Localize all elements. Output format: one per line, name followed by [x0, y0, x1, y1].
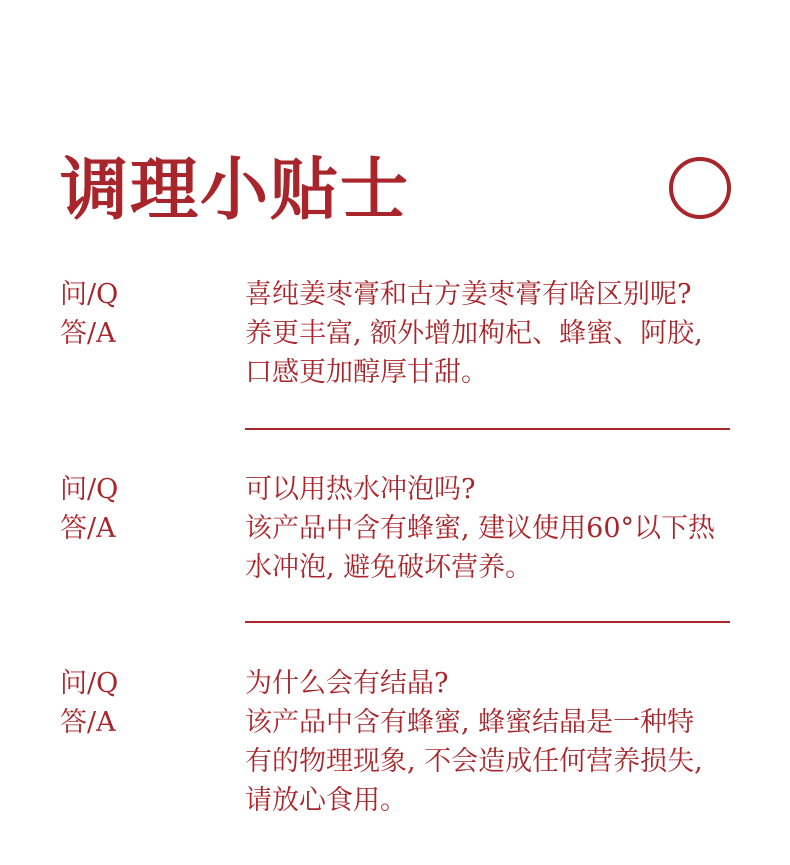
faq-item	[60, 664, 740, 820]
question-label: 问/Q	[60, 668, 119, 699]
question-row	[60, 664, 740, 703]
question-row	[60, 275, 740, 314]
question-text: 可以用热水冲泡吗?	[245, 474, 476, 505]
answer-label: 答/A	[60, 513, 116, 544]
answer-text: 该产品中含有蜂蜜, 建议使用60°以下热	[245, 513, 716, 544]
faq-item	[60, 275, 740, 392]
divider	[245, 428, 730, 430]
answer-text: 该产品中含有蜂蜜, 蜂蜜结晶是一种特	[245, 707, 695, 738]
question-label: 问/Q	[60, 474, 119, 505]
answer-row	[60, 353, 740, 392]
answer-row	[60, 781, 740, 820]
question-row	[60, 470, 740, 509]
answer-text: 水冲泡, 避免破坏营养。	[245, 552, 533, 583]
answer-text: 口感更加醇厚甘甜。	[245, 357, 488, 388]
divider	[245, 621, 730, 623]
answer-row	[60, 509, 740, 548]
answer-label: 答/A	[60, 707, 116, 738]
circle-icon	[669, 157, 731, 219]
question-text: 为什么会有结晶?	[245, 668, 449, 699]
answer-row	[60, 703, 740, 742]
question-label: 问/Q	[60, 279, 119, 310]
answer-text: 养更丰富, 额外增加枸杞、蜂蜜、阿胶,	[245, 318, 703, 349]
answer-row	[60, 314, 740, 353]
answer-text: 请放心食用。	[245, 785, 407, 816]
answer-row	[60, 742, 740, 781]
answer-text: 有的物理现象, 不会造成任何营养损失,	[245, 746, 703, 777]
faq-item	[60, 470, 740, 587]
question-text: 喜纯姜枣膏和古方姜枣膏有啥区别呢?	[245, 279, 692, 310]
answer-row	[60, 548, 740, 587]
page-title: 调理小贴士	[60, 150, 411, 230]
answer-label: 答/A	[60, 318, 116, 349]
